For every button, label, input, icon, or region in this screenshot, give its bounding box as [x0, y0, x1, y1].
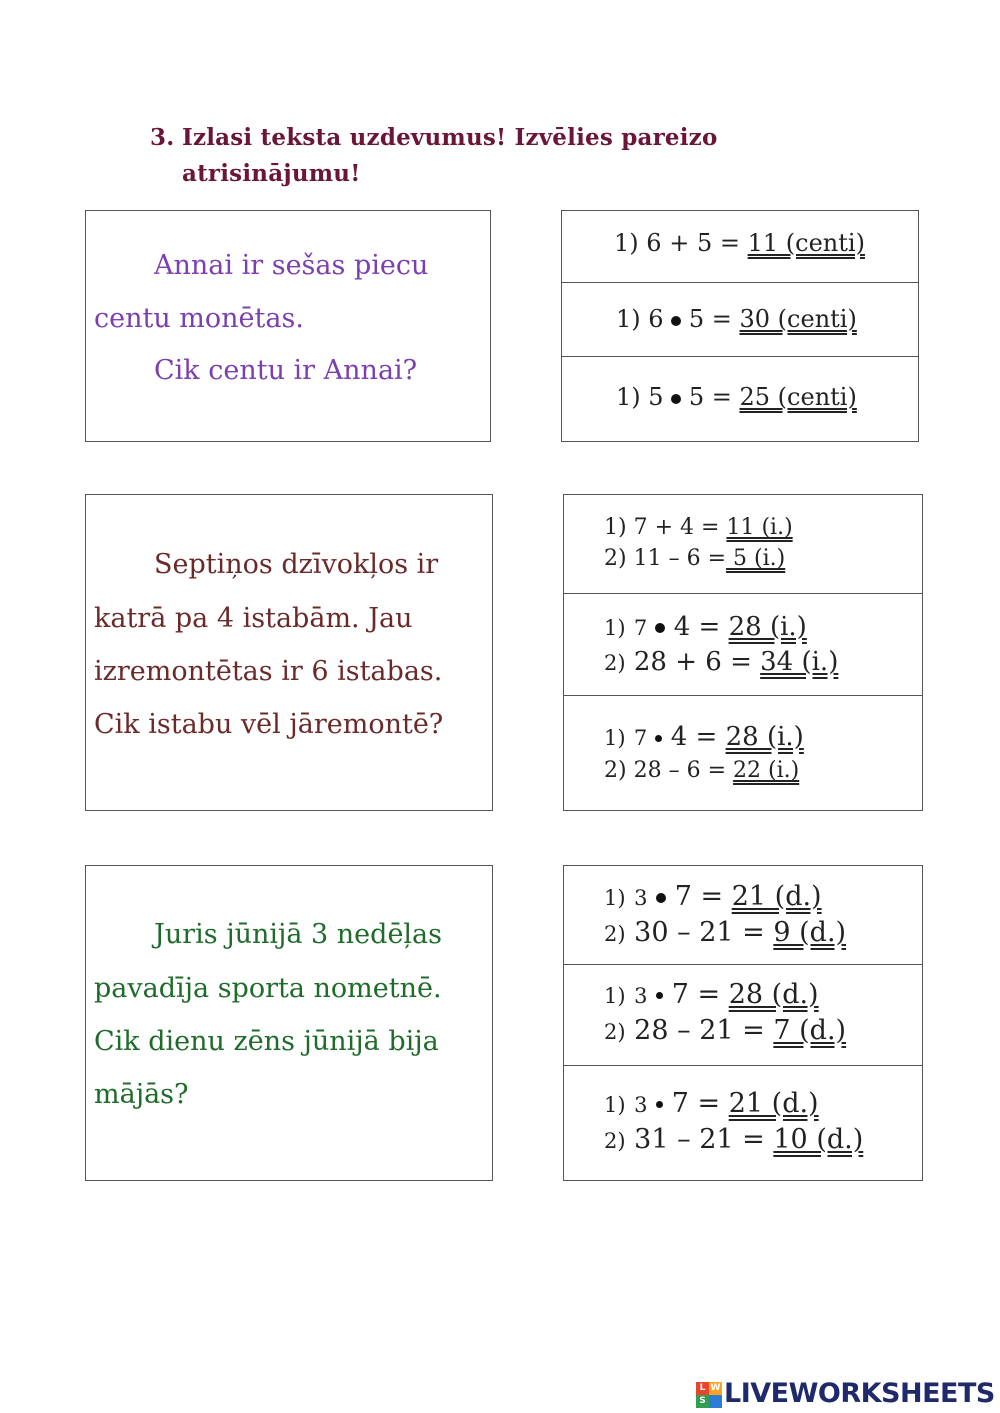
problem-2-line-4: Cik istabu vēl jāremontē?	[94, 709, 444, 740]
answer-result: 5 (i.)	[726, 546, 786, 571]
problem-2-line-1: Septiņos dzīvokļos ir	[154, 549, 439, 580]
answer-options-2	[563, 494, 923, 811]
exercise-instruction-line-1: Izlasi teksta uzdevumus! Izvēlies pareizo	[182, 124, 718, 151]
answer-options-1	[561, 210, 919, 442]
answer-result: 21 (d.)	[731, 881, 822, 912]
answer-option[interactable]: 1) 6 5 = 30 (centi)	[562, 283, 918, 357]
multiply-dot-icon	[671, 316, 681, 326]
answer-option[interactable]: 1) 7 4 = 28 (i.) 2) 28 – 6 = 22 (i.)	[604, 722, 804, 783]
answer-option[interactable]: 1) 3 7 = 21 (d.) 2) 31 – 21 = 10 (d.)	[604, 1088, 864, 1155]
answer-option[interactable]: 1) 7 + 4 = 11 (i.) 2) 11 – 6 = 5 (i.)	[564, 495, 922, 594]
answer-result: 9 (d.)	[773, 917, 847, 948]
answer-result: 28 (i.)	[728, 612, 807, 642]
answer-result: 11 (i.)	[726, 515, 793, 540]
problem-3-line-2: pavadīja sporta nometnē.	[94, 973, 442, 1004]
word-problem-2	[85, 494, 493, 811]
multiply-dot-icon	[671, 394, 681, 404]
answer-result: 28 (i.)	[725, 722, 804, 752]
problem-2-line-3: izremontētas ir 6 istabas.	[94, 656, 443, 687]
problem-3-line-4: mājās?	[94, 1079, 189, 1110]
multiply-dot-icon	[656, 1101, 663, 1108]
exercise-instruction-line-2: atrisinājumu!	[182, 160, 361, 187]
answer-result: 30 (centi)	[739, 305, 857, 333]
logo-badge-icon: L W S	[696, 1382, 722, 1408]
answer-result: 34 (i.)	[760, 647, 839, 677]
multiply-dot-icon	[655, 623, 665, 633]
word-problem-3	[85, 865, 493, 1181]
answer-result: 7 (d.)	[773, 1015, 847, 1046]
logo-text: LIVEWORKSHEETS	[724, 1378, 995, 1409]
answer-result: 25 (centi)	[739, 383, 857, 411]
problem-1-line-2: centu monētas.	[94, 303, 304, 334]
answer-option[interactable]: 1) 3 7 = 28 (d.) 2) 28 – 21 = 7 (d.)	[564, 965, 922, 1066]
answer-options-3	[563, 865, 923, 1181]
liveworksheets-logo[interactable]	[696, 1376, 996, 1412]
multiply-dot-icon	[656, 893, 666, 903]
multiply-dot-icon	[655, 735, 662, 742]
problem-3-line-1: Juris jūnijā 3 nedēļas	[154, 919, 443, 950]
answer-result: 22 (i.)	[733, 758, 800, 783]
answer-result: 21 (d.)	[728, 1088, 819, 1119]
answer-option[interactable]: 1) 3 7 = 21 (d.) 2) 30 – 21 = 9 (d.)	[564, 866, 922, 965]
answer-option[interactable]: 1) 5 5 = 25 (centi)	[616, 383, 857, 411]
multiply-dot-icon	[656, 992, 663, 999]
problem-3-line-3: Cik dienu zēns jūnijā bija	[94, 1026, 439, 1057]
problem-1-line-1: Annai ir sešas piecu	[154, 250, 429, 281]
answer-result: 11 (centi)	[747, 229, 865, 257]
answer-option[interactable]: 1) 7 4 = 28 (i.) 2) 28 + 6 = 34 (i.)	[564, 594, 922, 696]
answer-result: 28 (d.)	[728, 979, 819, 1010]
problem-1-line-3: Cik centu ir Annai?	[154, 355, 418, 386]
problem-2-line-2: katrā pa 4 istabām. Jau	[94, 603, 413, 634]
exercise-number: 3.	[150, 124, 175, 151]
answer-option[interactable]: 1) 6 + 5 = 11 (centi)	[562, 211, 918, 283]
word-problem-1	[85, 210, 491, 442]
answer-result: 10 (d.)	[773, 1124, 864, 1155]
